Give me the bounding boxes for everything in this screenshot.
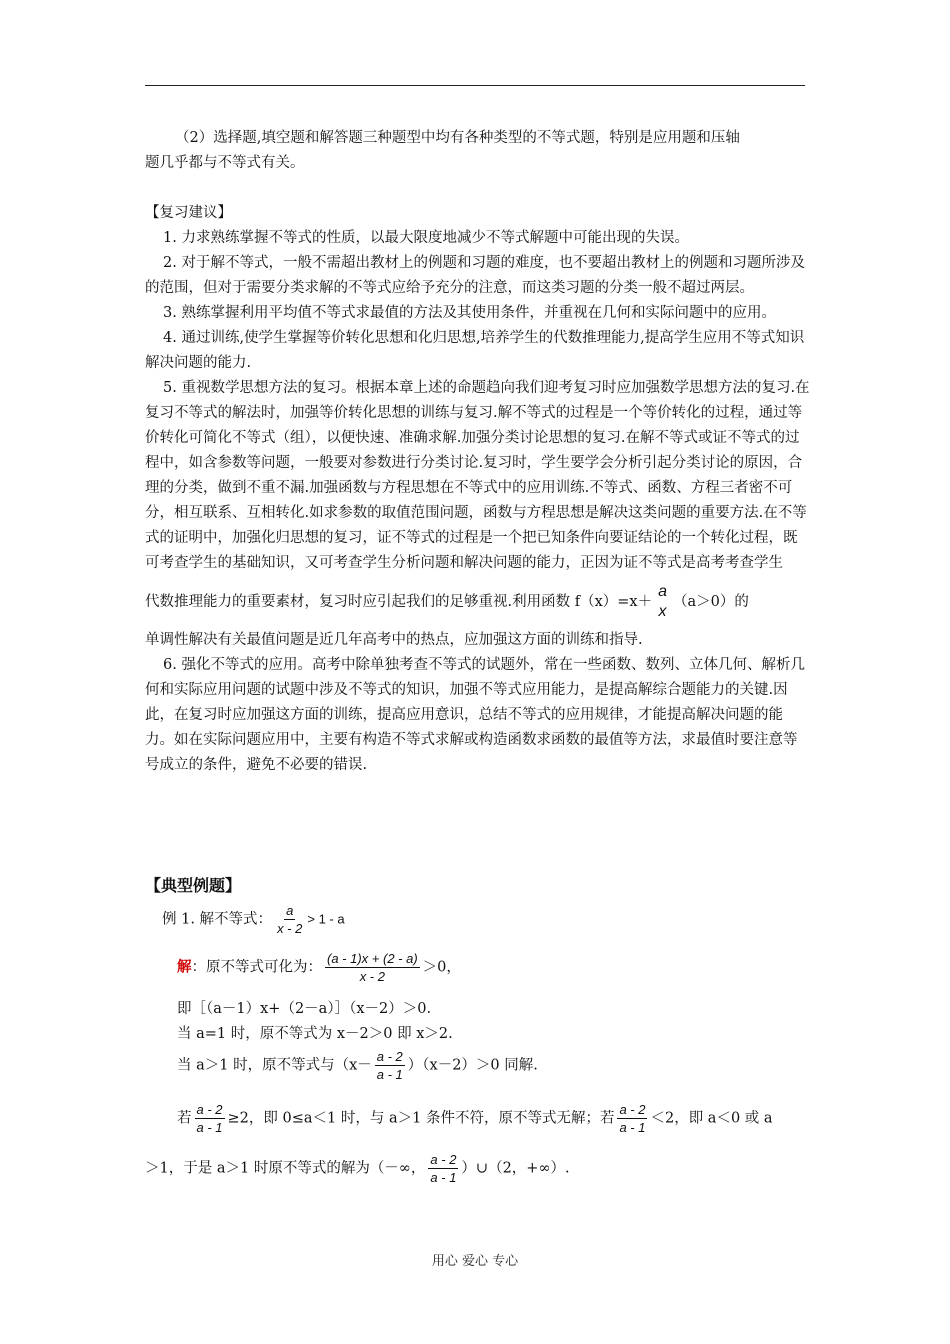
solution-denominator: x - 2: [359, 969, 385, 984]
page-footer: 用心 爱心 专心: [431, 1254, 519, 1269]
example-1-denominator: x - 2: [277, 921, 303, 936]
header-rule: [145, 85, 805, 86]
example-1-numerator: a: [286, 903, 294, 918]
line-ruo-denominator-1: a - 1: [196, 1120, 223, 1135]
review-section: [145, 201, 810, 778]
intro-paragraph: [145, 126, 810, 176]
solution-numerator: (a - 1)x + (2 - a): [327, 951, 418, 966]
line-gt1-fraction: [375, 1048, 405, 1083]
review-item-1: 1. 力求熟练掌握不等式的性质，以最大限度地减少不等式解题中可能出现的失误。: [163, 230, 689, 246]
review-item-2: 2. 对于解不等式，一般不需超出教材上的例题和习题的难度，也不要超出教材上的例题和习题所涉及的范围，但对于需要分类求解的不等式应给予充分的注意，而这类习题的分类一般不超过两层。: [145, 255, 805, 296]
line-last-denominator: a - 1: [430, 1170, 457, 1185]
line-ruo-denominator-2: a - 1: [619, 1120, 646, 1135]
line-gt1-text-a: 当 a＞1 时，原不等式与（x－: [177, 1057, 372, 1074]
solution-line-ji: 即［（a－1）x+（2－a）］（x－2）＞0.: [177, 1001, 432, 1017]
example-1-fraction: [275, 902, 304, 937]
line-gt1-numerator: a - 2: [376, 1049, 403, 1064]
line-last-numerator: a - 2: [430, 1152, 457, 1167]
review-item-3: 3. 熟练掌握利用平均值不等式求最值的方法及其使用条件，并重视在几何和实际问题中的应用。: [163, 305, 776, 321]
review-item-4: 4. 通过训练,使学生掌握等价转化思想和化归思想,培养学生的代数推理能力,提高学生应用不等式知识解决问题的能力.: [145, 330, 805, 371]
solution-fraction: [325, 950, 420, 985]
review-item-6: 6. 强化不等式的应用。高考中除单独考查不等式的试题外，常在一些函数、数列、立体几何、解析几何和实际应用问题的试题中涉及不等式的知识，加强不等式应用能力，是提高解综合题能力的关键.因此，在复习时应加强这方面的训练，提高应用意识，总结不等式的应用规律，才能提高解决问题的能力。如在实际问题应用中，主要有构造不等式求解或构造函数求函数的最值等方法，求最值时要注意等号成立的条件，避免不必要的错误.: [145, 657, 805, 773]
item5-fraction-denominator: x: [658, 603, 667, 620]
solution-line-1: [177, 950, 842, 985]
example-1: [162, 902, 827, 937]
solution-line-ruo: [177, 1101, 817, 1136]
line-ruo-numerator-1: a - 2: [196, 1102, 223, 1117]
line-ruo-numerator-2: a - 2: [619, 1102, 646, 1117]
intro-line-1: （2）选择题,填空题和解答题三种题型中均有各种类型的不等式题，特别是应用题和压轴: [175, 130, 740, 146]
solution-lines: [177, 997, 842, 1047]
item5-fraction: [656, 582, 669, 622]
solution-line-a-eq-1: 当 a=1 时，原不等式为 x－2＞0 即 x＞2.: [177, 1026, 453, 1042]
intro-line-2: 题几乎都与不等式有关。: [145, 155, 305, 171]
example-1-label: 例 1. 解不等式：: [162, 911, 273, 928]
examples-heading: 【典型例题】: [145, 876, 242, 895]
examples-heading-block: [145, 873, 810, 898]
line-gt1-denominator: a - 1: [376, 1067, 403, 1082]
solution-line-last: [145, 1151, 810, 1186]
item5-fraction-numerator: a: [658, 583, 667, 600]
item5-text-a: 代数推理能力的重要素材，复习时应引起我们的足够重视.利用函数 f（x）=x＋: [145, 594, 653, 610]
line-gt1-text-b: ）（x－2）＞0 同解.: [407, 1057, 538, 1074]
solution-label: 解: [177, 958, 192, 976]
line-last-fraction: [428, 1151, 458, 1186]
review-item-5-formula-line: [145, 576, 810, 628]
review-heading: 【复习建议】: [145, 205, 232, 221]
example-1-rhs: > 1 - a: [307, 911, 345, 927]
solution-line-a-gt-1: [177, 1048, 842, 1083]
solution-rhs: ＞0，: [422, 959, 461, 976]
line-ruo-fraction-2: [617, 1101, 647, 1136]
solution-intro: ：原不等式可化为：: [191, 959, 322, 976]
line-ruo-text-c: ＜2，即 a＜0 或 a: [650, 1110, 773, 1127]
line-ruo-text-a: 若: [177, 1110, 192, 1127]
item5-text-b: （a＞0）的: [673, 594, 749, 610]
review-item-5: 5. 重视数学思想方法的复习。根据本章上述的命题趋向我们迎考复习时应加强数学思想方法的复习.在复习不等式的解法时，加强等价转化思想的训练与复习.解不等式的过程是一个等价转化的过程，通过等价转化可简化不等式（组），以便快速、准确求解.加强分类讨论思想的复习.在解不等式或证不等式的过程中，如含参数等问题，一般要对参数进行分类讨论.复习时，学生要学会分析引起分类讨论的原因，合理的分类，做到不重不漏.加强函数与方程思想在不等式中的应用训练.不等式、函数、方程三者密不可分，相互联系、互相转化.如求参数的取值范围问题，函数与方程思想是解决这类问题的重要方法.在不等式的证明中，加强化归思想的复习，证不等式的过程是一个把已知条件向要证结论的一个转化过程，既可考查学生的基础知识，又可考查学生分析问题和解决问题的能力，正因为证不等式是高考考查学生: [145, 380, 810, 571]
line-ruo-fraction-1: [195, 1101, 225, 1136]
line-last-text-a: ＞1，于是 a＞1 时原不等式的解为（－∞，: [145, 1160, 426, 1177]
review-item-5-end: 单调性解决有关最值问题是近几年高考中的热点，应加强这方面的训练和指导.: [145, 632, 643, 648]
line-last-text-b: ）∪（2，+∞）.: [461, 1160, 570, 1177]
line-ruo-text-b: ≥2，即 0≤a＜1 时，与 a＞1 条件不符，原不等式无解；若: [227, 1110, 615, 1127]
